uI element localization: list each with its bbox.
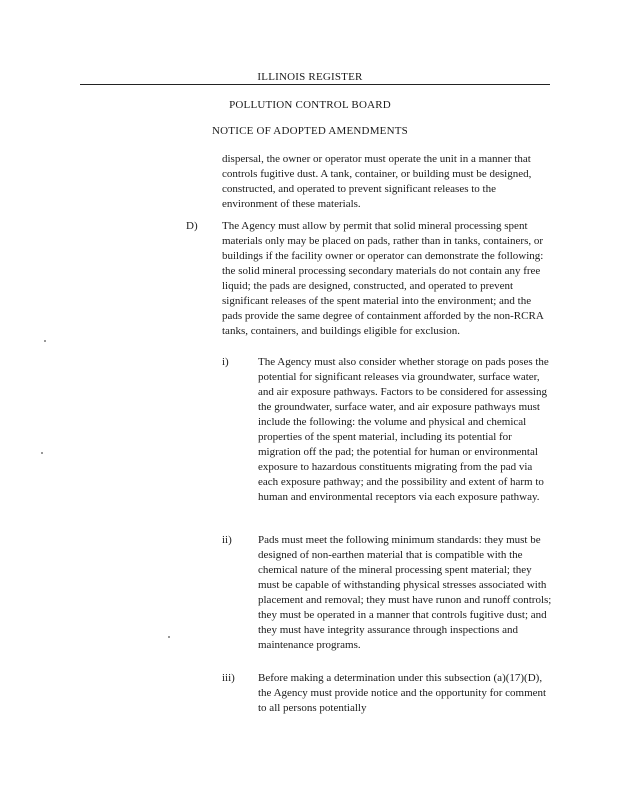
item-ii-marker: ii) xyxy=(222,534,232,546)
item-i-paragraph: The Agency must also consider whether storage on pads poses the potential for significant releases via groundwater, surface water, and air exposure pathways. Factors to be considered for assessing the groundwater, surface water, and air exposure pathways must include the following: the volume and physical and chemical properties of the spent material, including its potential for migration off the pad; the potential for human or environmental exposure to hazardous constituents migrating from the pad via each exposure pathway; and the possibility and extent of harm to human and environmental receptors via each exposure pathway. xyxy=(258,356,549,503)
scan-speck xyxy=(168,636,170,638)
item-ii-paragraph: Pads must meet the following minimum standards: they must be designed of non-earthen material that is compatible with the chemical nature of the mineral processing spent material; they must be capable of withstanding physical stresses associated with placement and removal; they must have runon and runoff controls; they must be operated in a manner that controls fugitive dust; and they must have integrity assurance through inspections and maintenance programs. xyxy=(258,534,552,651)
notice-title: NOTICE OF ADOPTED AMENDMENTS xyxy=(212,125,408,137)
header-rule xyxy=(80,84,550,85)
item-iii-paragraph: Before making a determination under this subsection (a)(17)(D), the Agency must provide notice and the opportunity for comment to all persons potentially xyxy=(258,672,547,714)
item-i-marker: i) xyxy=(222,356,229,368)
continuation-paragraph: dispersal, the owner or operator must operate the unit in a manner that controls fugitive dust. A tank, container, or building must be designed, constructed, and operated to prevent significant releases to the environment of these materials. xyxy=(222,153,532,210)
register-title: ILLINOIS REGISTER xyxy=(257,71,363,83)
scan-speck xyxy=(41,452,43,454)
scan-speck xyxy=(44,340,46,342)
board-title: POLLUTION CONTROL BOARD xyxy=(229,99,391,111)
item-iii-marker: iii) xyxy=(222,672,235,684)
section-d-paragraph: The Agency must allow by permit that solid mineral processing spent materials only may be placed on pads, rather than in tanks, containers, or buildings if the facility owner or operator can demonstrate the following: the solid mineral processing secondary materials do not contain any free liquid; the pads are designed, constructed, and operated to prevent significant releases of the spent material into the environment; and the pads provide the same degree of containment afforded by the non-RCRA tanks, containers, and buildings eligible for exclusion. xyxy=(222,220,544,337)
section-d-marker: D) xyxy=(186,220,198,232)
